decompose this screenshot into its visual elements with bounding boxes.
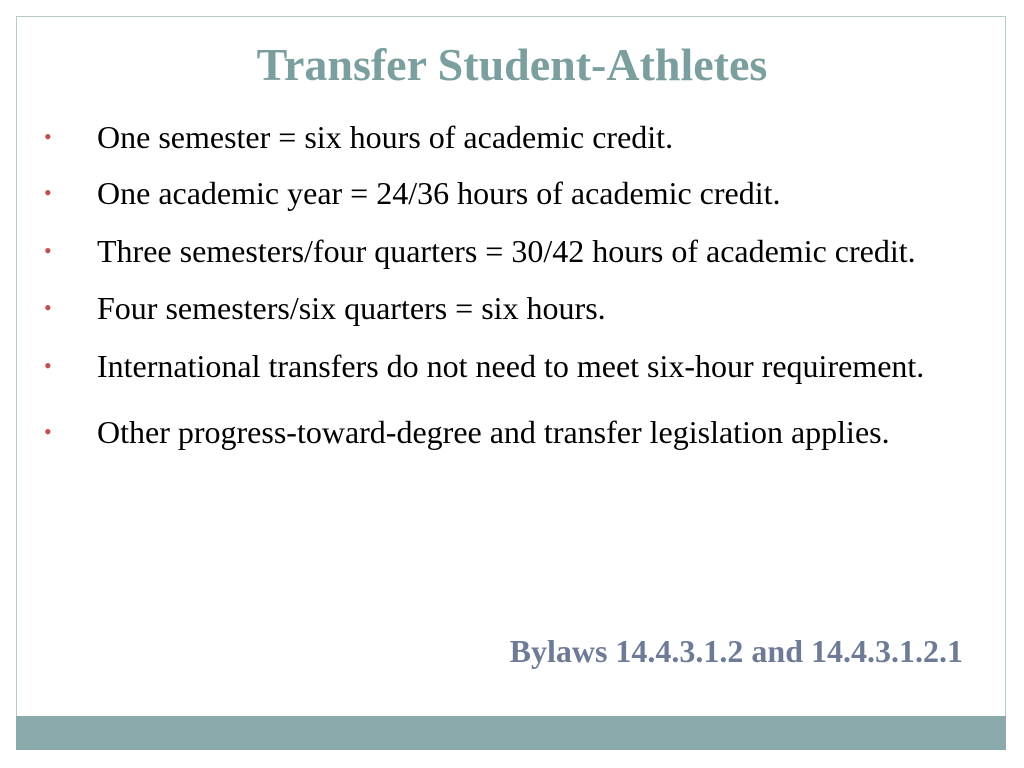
- bullet-dot-icon: •: [44, 419, 52, 444]
- bullet-item: [17, 173, 1007, 213]
- bullet-text: Four semesters/six quarters = six hours.: [97, 290, 606, 326]
- bullet-item: [17, 117, 1007, 157]
- bullet-item: [17, 231, 1007, 271]
- bullet-item: [17, 288, 1007, 328]
- bullet-text: Three semesters/four quarters = 30/42 hours of academic credit.: [97, 233, 916, 269]
- bullet-dot-icon: •: [44, 124, 52, 149]
- bullet-text: One semester = six hours of academic credit.: [97, 119, 674, 155]
- bullet-dot-icon: •: [44, 238, 52, 263]
- bullet-dot-icon: •: [44, 180, 52, 205]
- bullet-text: One academic year = 24/36 hours of academic credit.: [97, 175, 781, 211]
- bullet-text: Other progress-toward-degree and transfer legislation applies.: [97, 414, 890, 450]
- slide-title: Transfer Student-Athletes: [256, 39, 768, 90]
- bylaw-citation: Bylaws 14.4.3.1.2 and 14.4.3.1.2.1: [509, 633, 963, 669]
- slide: [16, 16, 1006, 750]
- bullet-item: [17, 346, 1007, 386]
- bullet-item: [17, 412, 1007, 452]
- footer-bar: [16, 716, 1006, 750]
- bullet-list: [17, 117, 1007, 452]
- bullet-text: International transfers do not need to meet six-hour requirement.: [97, 348, 925, 384]
- bullet-dot-icon: •: [44, 295, 52, 320]
- bullet-dot-icon: •: [44, 353, 52, 378]
